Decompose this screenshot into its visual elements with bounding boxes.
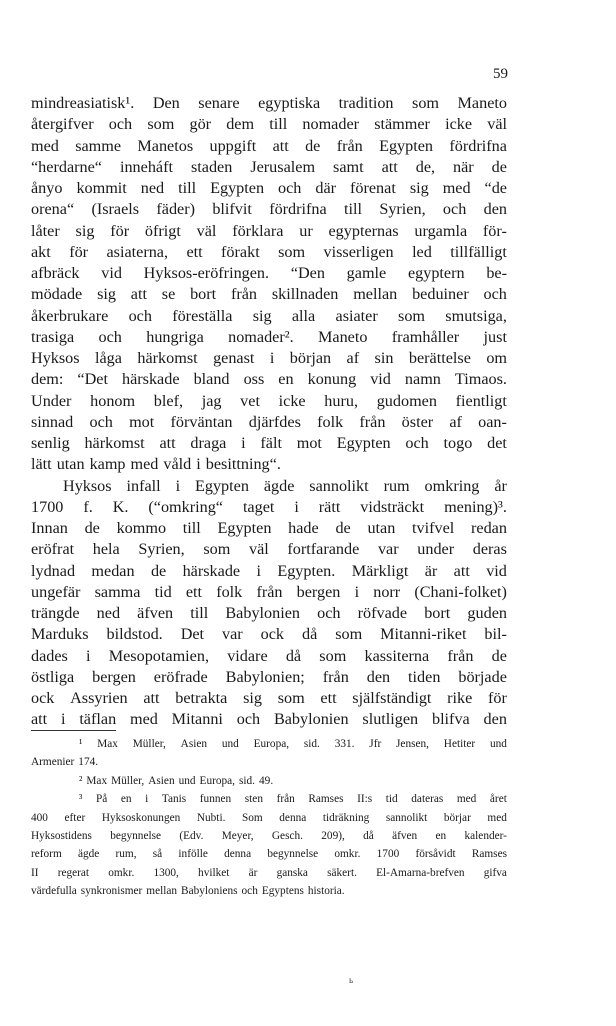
footnote-line: Armenier 174. bbox=[31, 756, 99, 769]
text-line: Innan de kommo till Egypten hade de utan tvifvel redan bbox=[31, 519, 507, 537]
text-line: Hyksos låga härkomst genast i början af sin berättelse om bbox=[31, 349, 507, 367]
text-line: orena“ (Israels fäder) blifvit fördrifna till Syrien, och den bbox=[31, 200, 507, 219]
text-line: dades i Mesopotamien, vidare då som kassiterna från de bbox=[31, 646, 507, 665]
footnote-line: ³ På en i Tanis funnen sten från Ramses II:s tid dateras med året bbox=[79, 793, 507, 806]
text-line: ånyo kommit ned till Egypten och där förenat sig med “de bbox=[31, 179, 507, 197]
text-line: lätt utan kamp med våld i besittning“. bbox=[31, 455, 281, 474]
text-line: “herdarne“ inneháft staden Jerusalem samt att de, när de bbox=[31, 157, 507, 176]
footnote-line: ² Max Müller, Asien und Europa, sid. 49. bbox=[79, 774, 274, 787]
text-line: sinnad och mot förväntan djärfdes folk från öster af oan- bbox=[31, 412, 507, 431]
text-line: mödade sig att se bort från skillnaden mellan beduiner och bbox=[31, 285, 507, 304]
text-line: åkerbrukare och föreställa sig alla asiater som smutsiga, bbox=[31, 306, 507, 325]
text-line: senlig härkomst att draga i fält mot Egypten och togo det bbox=[31, 434, 507, 452]
text-line: med samme Manetos uppgift att de från Egypten fördrifna bbox=[31, 136, 507, 155]
footnote-line: 400 efter Hyksoskonungen Nubti. Som denna tidräkning sannolikt börjar med bbox=[31, 811, 507, 824]
footnote-divider bbox=[31, 730, 116, 731]
text-line: trängde ned äfven till Babylonien och röfvade bort guden bbox=[31, 604, 507, 622]
text-line: akt för asiaterna, ett förakt som visserligen led tillfälligt bbox=[31, 242, 507, 261]
text-line: eröfrat hela Syrien, som väl fortfarande var under deras bbox=[31, 540, 507, 559]
text-line: låter sig för öfrigt väl förklara ur egypternas urgamla för- bbox=[31, 221, 507, 240]
signature-mark: ь bbox=[349, 975, 354, 985]
text-line: ungefär samma tid ett folk från bergen i norr (Chani-folket) bbox=[31, 582, 507, 601]
text-line: östliga bergen eröfrade Babylonien; från den tiden började bbox=[31, 667, 507, 686]
text-line: lydnad medan de härskade i Egypten. Märkligt är att vid bbox=[31, 561, 507, 580]
text-line: dem: “Det härskade bland oss en konung vid namn Timaos. bbox=[31, 370, 507, 389]
text-line: trasiga och hungriga nomader². Maneto framhåller just bbox=[31, 327, 507, 346]
text-line: mindreasiatisk¹. Den senare egyptiska tradition som Maneto bbox=[31, 94, 507, 112]
text-line: att i täflan med Mitanni och Babylonien slutligen blifva den bbox=[31, 710, 507, 729]
text-line: återgifver och som gör dem till nomader stämmer icke väl bbox=[31, 115, 507, 134]
footnote-line: ¹ Max Müller, Asien und Europa, sid. 331. Jfr Jensen, Hetiter und bbox=[79, 738, 507, 750]
footnote-line: reform ägde rum, så infölle denna begynnelse omkr. 1700 försåvidt Ramses bbox=[31, 848, 507, 861]
footnote-line: Hyksostidens begynnelse (Edv. Meyer, Gesch. 209), då äfven en kalender- bbox=[31, 830, 507, 842]
text-line: ock Assyrien att betrakta sig som ett själfständigt rike för bbox=[31, 689, 507, 707]
page-number: 59 bbox=[493, 66, 508, 82]
text-line: Under honom blef, jag vet icke huru, gudomen fientligt bbox=[31, 391, 507, 410]
text-line: Hyksos infall i Egypten ägde sannolikt rum omkring år bbox=[63, 476, 507, 495]
text-line: afbräck vid Hyksos-eröfringen. “Den gamle egyptern be- bbox=[31, 264, 507, 282]
footnote-line: II regerat omkr. 1300, hvilket är ganska säkert. El-Amarna-brefven gifva bbox=[31, 866, 507, 879]
text-line: 1700 f. K. (“omkring“ taget i rätt vidsträckt mening)³. bbox=[31, 497, 507, 516]
text-line: Marduks bildstod. Det var ock då som Mitanni-riket bil- bbox=[31, 625, 507, 644]
footnote-line: värdefulla synkronismer mellan Babyloniens och Egyptens historia. bbox=[31, 885, 345, 898]
